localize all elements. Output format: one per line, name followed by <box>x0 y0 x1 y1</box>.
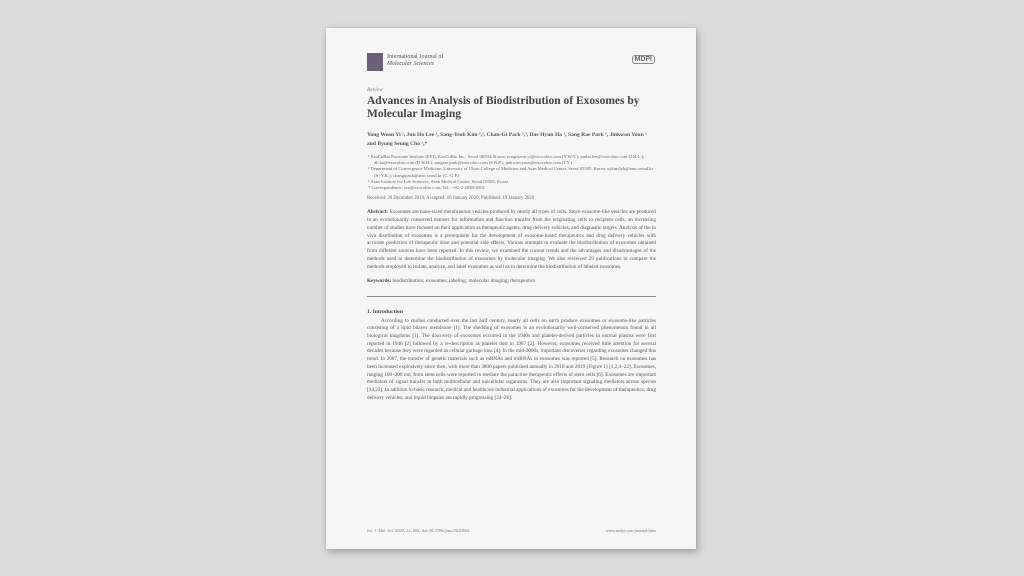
journal-name <box>387 54 443 68</box>
keywords <box>367 278 656 284</box>
publisher-logo-text: MDPI <box>632 55 656 64</box>
journal-header <box>367 51 656 79</box>
footer-citation: Int. J. Mol. Sci. 2020, 21, 665; doi:10.3390/ijms21020665 <box>367 528 470 533</box>
abstract-label: Abstract: <box>367 209 389 216</box>
affiliation-1: ¹ ExoCoBio Exosome Institute (EEI), ExoCoBio Inc., Seoul 08594, Korea; yongweon.yi@exocobio.com (Y.W.Y.); junho.lee@exocobio.com (J.H.L.); dh.ha@exocobio.com (D.H.H.); sangrae.park@exocobio.com (S.R.P.); jinkwon.youn@exocobio.com (J.Y.) <box>368 154 645 166</box>
affiliation-2: ² Department of Convergence Medicine, University of Ulsan College of Medicine and Asan Medical Center, Seoul 05505, Korea; sykim3yk@amc.seoul.kr (S.-Y.K.); changipack@amc.seoul.kr (C.-G.P.) <box>368 166 654 178</box>
journal-line1: International Journal of <box>387 54 444 60</box>
affiliations <box>367 154 656 191</box>
divider <box>367 296 656 297</box>
correspondence: * Correspondence: cco@exocobio.com; Tel.: +82-2-2038-3915 <box>368 185 485 191</box>
author-list: Yong Weon Yi ¹, Jun Ho Lee ¹, Sang-Yeob Kim ²,³, Chan-Gi Pack ²,³, Dae Hyun Ha ¹, Sang Rae Park ¹, Jinkwon Youn ¹ and Byong Seung Cho ¹,* <box>367 132 647 147</box>
paper-title: Advances in Analysis of Biodistribution of Exosomes by Molecular Imaging <box>367 95 640 120</box>
abstract <box>367 209 656 271</box>
keywords-label: Keywords: <box>367 277 392 284</box>
affiliation-3: ³ Asan Institute for Life Sciences, Asan Medical Center, Seoul 05505, Korea <box>368 178 509 184</box>
intro-paragraph: According to studies conducted over the last half century, nearly all cells on earth produce exosomes or exosome-like particles consisting of a lipid bilayer membrane [1]. The shedding of exosomes is an evolutionarily well-conserved phenomenon found in all biological kingdoms [1]. The discovery of exosomes occurred in the 1940s and platelet-derived particles in normal plasma were first reported in 1946 [2] followed by a re-description as platelet dust in 1967 [3]. However, exosomes received little attention for several decades because they were regarded as cellular garbage bins [4]. In the mid-2000s, important discoveries regarding exosomes changed this trend. In 2007, the transfer of genetic materials such as mRNAs and miRNAs in exosomes was reported [5]. Research on exosomes has been increased explosively since then, with more than 3000 papers published annually in 2018 and 2019 (Figure 1) [1,2,4–22]. Exosomes, ranging 100–200 nm, from stem cells were reported to mediate the paracrine therapeutic effects of stem cells [6]. Exosomes are important mediators of signal transfer in both multicellular and unicellular organisms. They are also important signaling mediators across species [14,23]. In addition to basic research, medical and healthcare industrial applications of exosomes for the development of therapeutics, drug delivery vehicles, and liquid biopsies are rapidly progressing [24–26]. <box>367 317 656 401</box>
abstract-text: Exosomes are nano-sized membranous vesicles produced by nearly all types of cells. Since exosome-like vesicles are produced in an evolutionarily conserved manner for information and function transfer from the originating cells to recipient cells, an increasing number of studies have focused on their application as therapeutic agents, drug delivery vehicles, and diagnostic targets. Analysis of the in vivo distribution of exosomes is a prerequisite for the development of exosome-based therapeutics and drug delivery vehicles with accurate prediction of therapeutic dose and potential side effects. Various attempts to evaluate the biodistribution of exosomes obtained from different sources have been reported. In this review, we examined the current trends and the advantages and disadvantages of the methods used to determine the biodistribution of exosomes by molecular imaging. We also reviewed 29 publications to compare the methods employed to isolate, analyze, and label exosomes as well as to determine the biodistribution of labeled exosomes. <box>367 209 656 270</box>
journal-logo-icon <box>367 53 383 71</box>
footer-url: www.mdpi.com/journal/ijms <box>605 528 656 533</box>
article-type: Review <box>367 87 383 93</box>
journal-line2: Molecular Sciences <box>387 61 435 68</box>
mdpi-logo-icon <box>632 55 656 64</box>
section-heading: 1. Introduction <box>367 308 403 315</box>
page-footer <box>367 528 656 533</box>
paper-page <box>326 28 696 549</box>
publication-dates: Received: 20 December 2019; Accepted: 16 January 2020; Published: 19 January 2020 <box>367 196 535 202</box>
keywords-text: biodistribution; exosomes; labeling; molecular imaging; therapeutics <box>392 277 536 284</box>
